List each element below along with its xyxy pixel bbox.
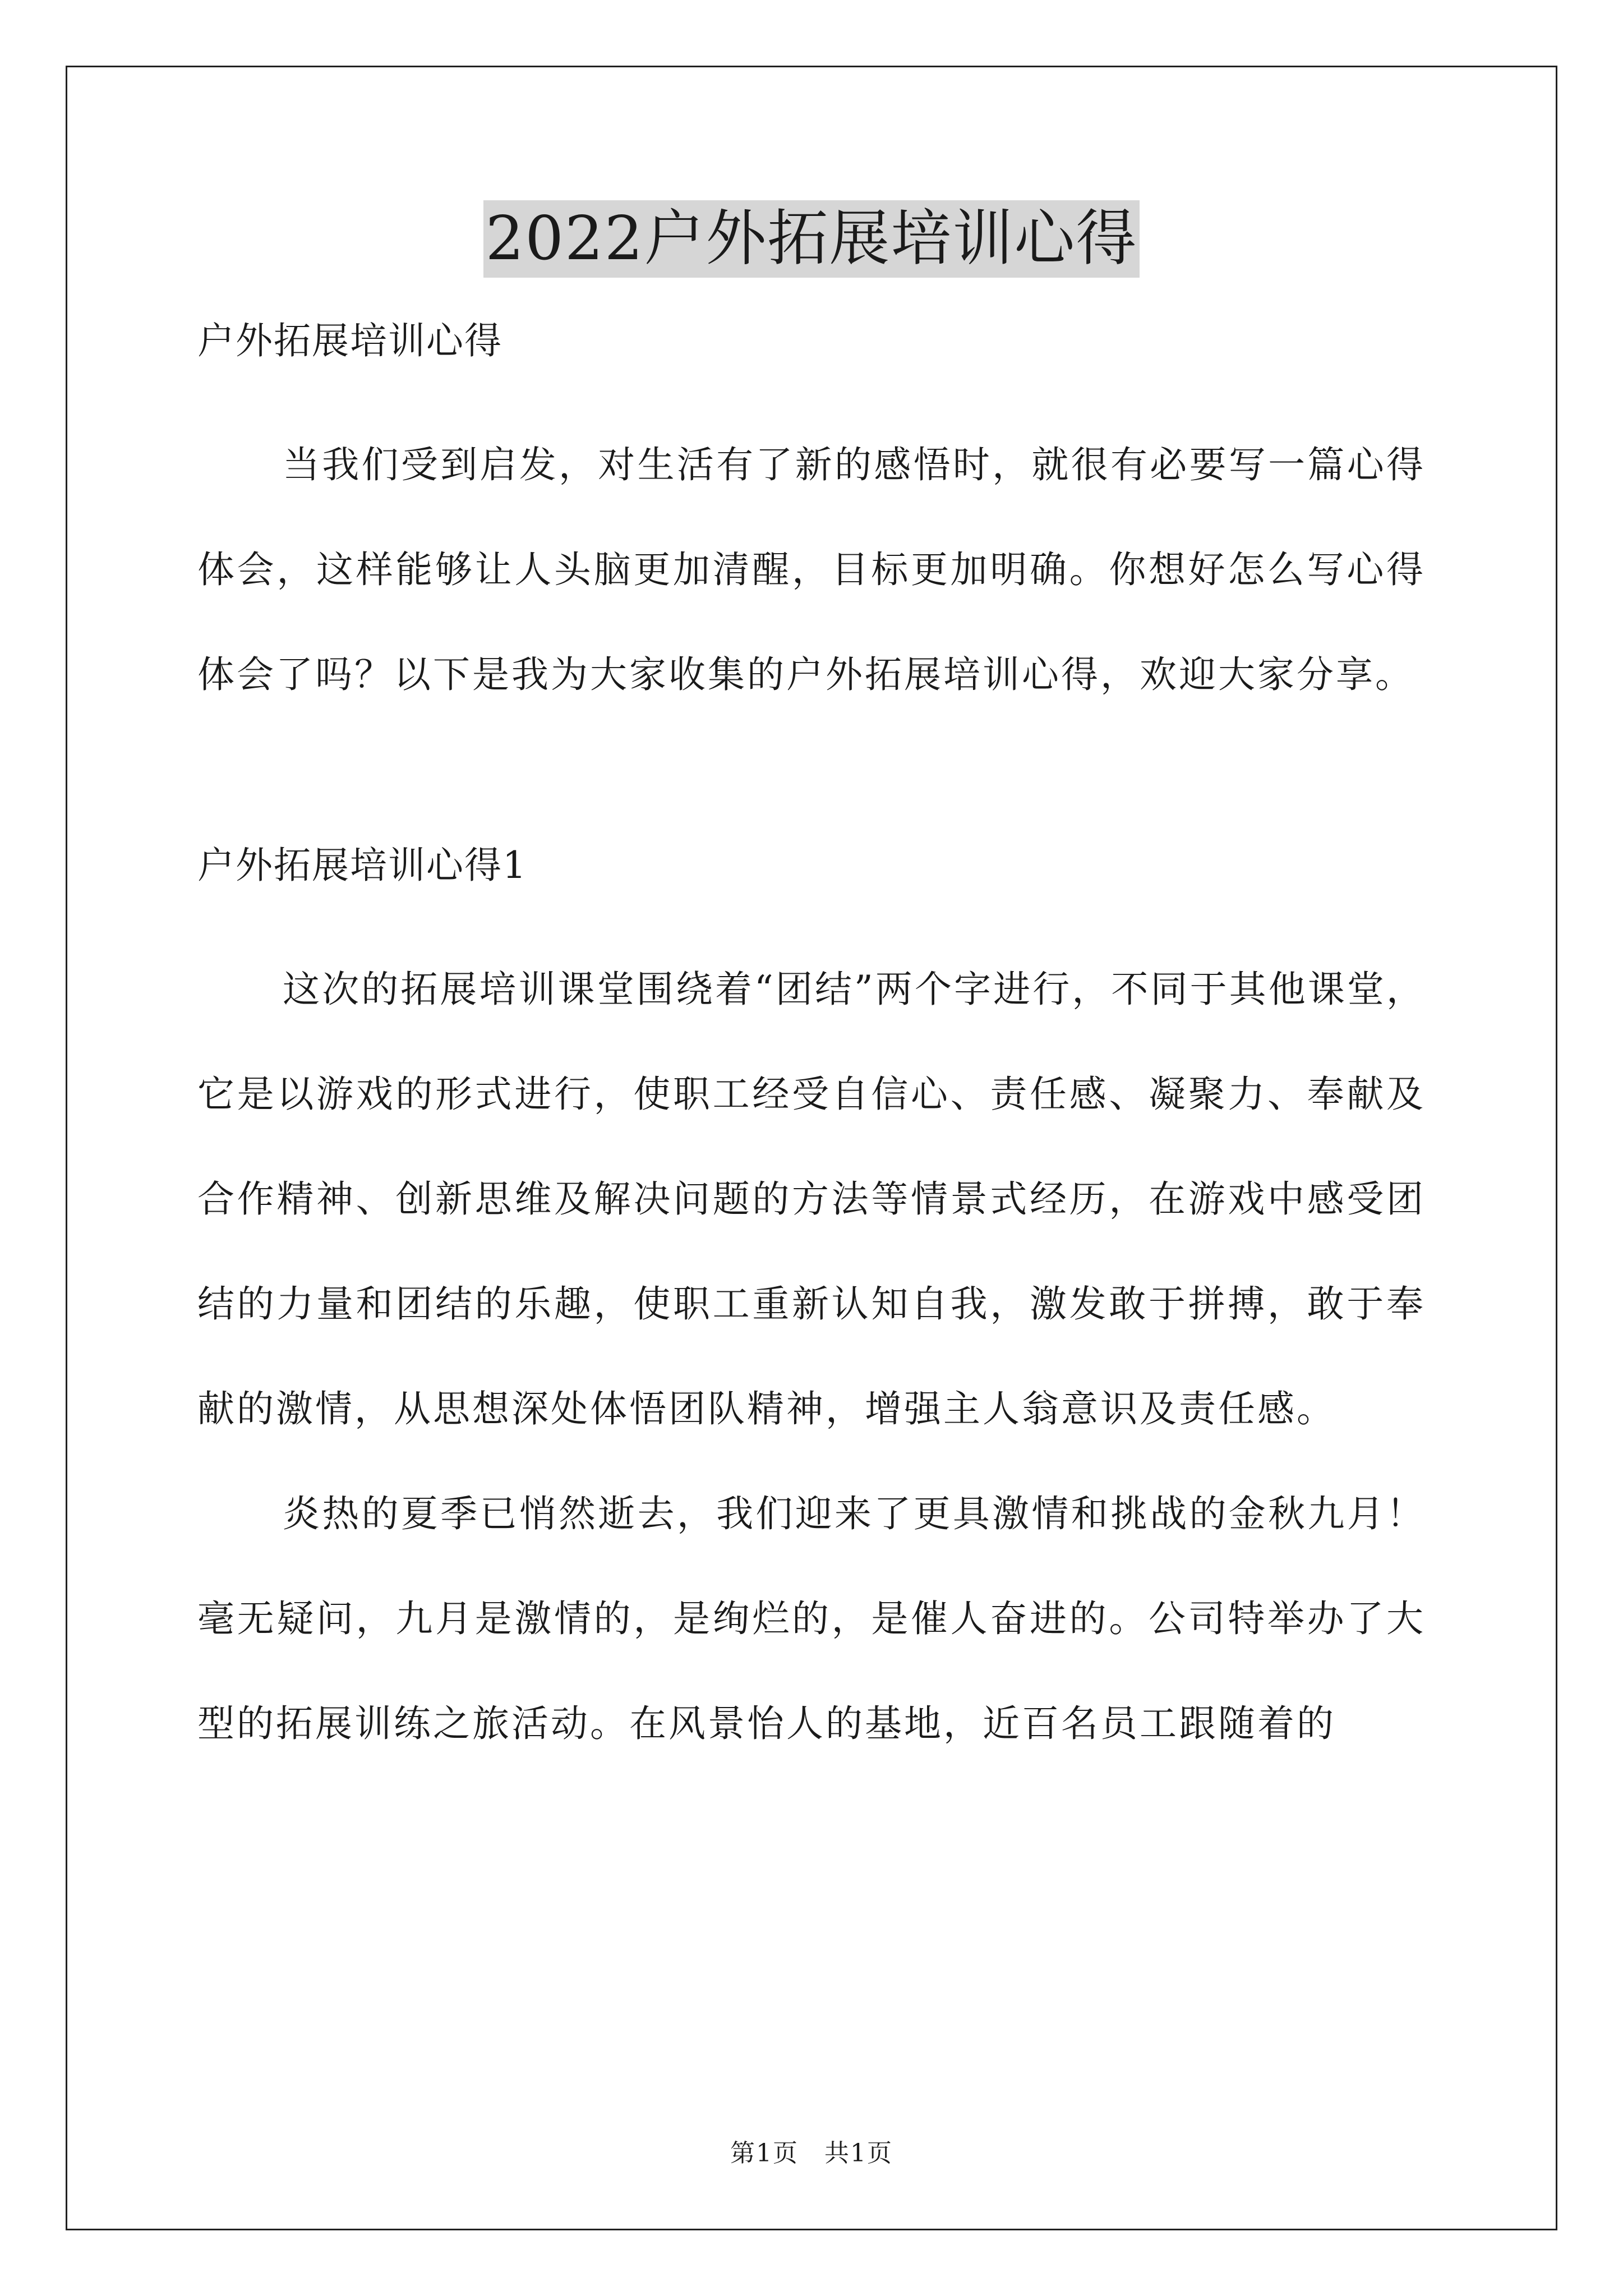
- page-number-footer: 第1页 共1页: [730, 2139, 893, 2168]
- document-title: 2022户外拓展培训心得: [483, 200, 1140, 278]
- section-paragraph-2: 炎热的夏季已悄然逝去，我们迎来了更具激情和挑战的金秋九月！毫无疑问，九月是激情的，是绚烂的，是催人奋进的。公司特举办了大型的拓展训练之旅活动。在风景怡人的基地，近百名员工跟随着的: [197, 1492, 1426, 1745]
- title-container: [0, 200, 1623, 278]
- intro-paragraph: 当我们受到启发，对生活有了新的感悟时，就很有必要写一篇心得体会，这样能够让人头脑更加清醒，目标更加明确。你想好怎么写心得体会了吗？以下是我为大家收集的户外拓展培训心得，欢迎大家分享。: [197, 443, 1426, 696]
- section-heading: 户外拓展培训心得1: [197, 844, 527, 887]
- subtitle: 户外拓展培训心得: [197, 319, 502, 362]
- document-body: [197, 311, 1426, 1776]
- section-paragraph-1: 这次的拓展培训课堂围绕着“团结”两个字进行，不同于其他课堂，它是以游戏的形式进行，使职工经受自信心、责任感、凝聚力、奉献及合作精神、创新思维及解决问题的方法等情景式经历，在游戏中感受团结的力量和团结的乐趣，使职工重新认知自我，激发敢于拼搏，敢于奉献的激情，从思想深处体悟团队精神，增强主人翁意识及责任感。: [197, 968, 1426, 1430]
